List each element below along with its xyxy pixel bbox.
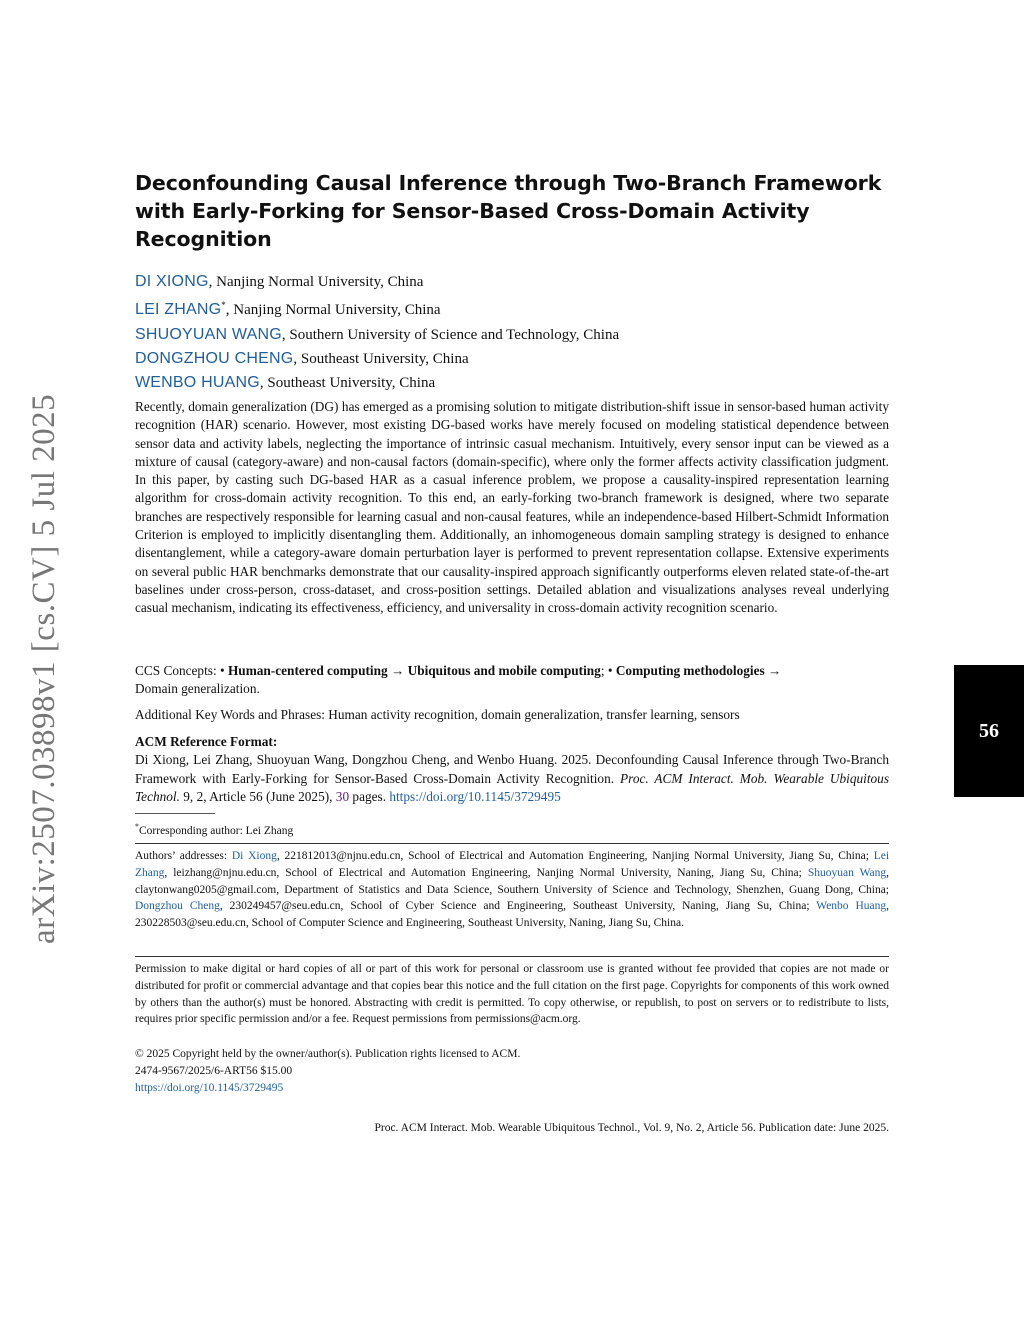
author-name[interactable]: SHUOYUAN WANG	[135, 325, 282, 343]
address-author-link[interactable]: Dongzhou Cheng	[135, 900, 220, 913]
divider	[135, 843, 889, 844]
acm-reference	[135, 733, 889, 806]
arxiv-stamp: arXiv:2507.03898v1 [cs.CV] 5 Jul 2025	[26, 393, 62, 944]
author-name[interactable]: LEI ZHANG	[135, 301, 222, 319]
article-number-tab	[954, 665, 1024, 797]
copyright-block	[135, 1046, 889, 1096]
issn-line: 2474-9567/2025/6-ART56 $15.00	[135, 1064, 293, 1077]
author-name[interactable]: WENBO HUANG	[135, 374, 260, 392]
address-text: , claytonwang0205@gmail.com, Department of Statistics and Data Science, Southern University of Science and Technology, Shenzhen, Guang Dong, China;	[135, 866, 889, 896]
running-footer: Proc. ACM Interact. Mob. Wearable Ubiquitous Technol., Vol. 9, No. 2, Article 56. Publication date: June 2025.	[374, 1122, 889, 1134]
acm-reference-heading: ACM Reference Format:	[135, 734, 278, 749]
address-prefix: Authors’ addresses:	[135, 850, 232, 862]
doi-footer-link[interactable]: https://doi.org/10.1145/3729495	[135, 1081, 284, 1094]
ccs-arrow: →	[764, 663, 782, 678]
author-line	[135, 270, 889, 294]
acm-reference-citation	[135, 751, 889, 806]
address-author-link[interactable]: Lei Zhang	[135, 850, 890, 879]
footnote-marker: *	[135, 822, 139, 831]
address-text: , 230228503@seu.edu.cn, School of Computer Science and Engineering, Southeast University, Naning, Jiang Su, China.	[135, 900, 890, 930]
address-text: , 230249457@seu.edu.cn, School of Cyber Science and Engineering, Southeast University, Naning, Jiang Su, China;	[219, 900, 817, 913]
ccs-concepts	[135, 662, 889, 699]
citation-journal: Proc. ACM Interact. Mob. Wearable Ubiquitous Technol.	[135, 770, 889, 804]
permission-notice: Permission to make digital or hard copies of all or part of this work for personal or classroom use is granted without fee provided that copies are not made or distributed for profit or commercial advantage and that copies bear this notice and the full citation on the first page. Copyrights for components of this work owned by others than the author(s) must be honored. Abstracting with credit is permitted. To copy otherwise, or republish, to post on servers or to redistribute to lists, requires prior specific permission and/or a fee. Request permissions from permissions@acm.org.	[135, 963, 889, 1026]
author-affiliation: , Southern University of Science and Technology, China	[281, 326, 620, 343]
author-affiliation: , Southeast University, China	[293, 350, 469, 367]
author-name[interactable]: DONGZHOU CHENG	[135, 349, 294, 367]
address-text: , leizhang@njnu.edu.cn, School of Electrical and Automation Engineering, Nanjing Normal University, Naning, Jiang Su, China;	[164, 866, 808, 879]
address-author-link[interactable]: Wenbo Huang	[816, 900, 887, 913]
footnote-divider	[135, 813, 215, 814]
citation-pages-word: pages.	[349, 788, 390, 804]
author-line	[135, 347, 889, 371]
author-line	[135, 323, 889, 347]
author-addresses	[135, 848, 889, 932]
abstract: Recently, domain generalization (DG) has emerged as a promising solution to mitigate distribution-shift issue in sensor-based human activity recognition (HAR) scenario. However, most existing DG-based works have merely focused on modeling statistical dependence between sensor data and activity labels, neglecting the importance of intrinsic casual mechanism. Intuitively, every sensor input can be viewed as a mixture of causal (category-aware) and non-causal factors (domain-specific), where only the former affects activity classification judgment. In this paper, by casting such DG-based HAR as a casual inference problem, we propose a causality-inspired representation learning algorithm for cross-domain activity recognition. To this end, an early-forking two-branch framework is designed, where two separate branches are respectively responsible for learning casual and non-causal features, while an independence-based Hilbert-Schmidt Information Criterion is employed to implicitly disentangling them. Additionally, an inhomogeneous domain sampling strategy is designed to enhance disentanglement, while a category-aware domain perturbation layer is performed to prevent representation collapse. Extensive experiments on several public HAR benchmarks demonstrate that our causality-inspired approach significantly outperforms eleven related state-of-the-art baselines under cross-person, cross-dataset, and cross-position settings. Detailed ablation and visualizations analyses reveal underlying casual mechanism, indicating its effectiveness, efficiency, and universality in cross-domain activity recognition scenario.	[135, 399, 889, 616]
citation-text: Di Xiong, Lei Zhang, Shuoyuan Wang, Dongzhou Cheng, and Wenbo Huang. 2025. Deconfounding Causal Inference through Two-Branch Framework with Early-Forking for Sensor-Based Cross-Domain Activity Recognition.	[135, 752, 889, 786]
copyright-line: © 2025 Copyright held by the owner/author(s). Publication rights licensed to ACM.	[135, 1048, 521, 1060]
divider	[135, 956, 889, 957]
author-name[interactable]: DI XIONG	[135, 273, 209, 290]
corresponding-marker: *	[221, 300, 226, 311]
author-affiliation: , Southeast University, China	[259, 375, 436, 392]
ccs-separator: ; •	[600, 663, 616, 678]
author-line	[135, 294, 889, 322]
ccs-concept: Ubiquitous and mobile computing	[407, 663, 601, 678]
ccs-arrow: →	[387, 663, 408, 678]
ccs-concept: Human-centered computing	[227, 663, 388, 678]
author-affiliation: , Nanjing Normal University, China	[225, 302, 441, 319]
ccs-concept: Computing methodologies	[615, 663, 765, 678]
author-line	[135, 371, 889, 395]
footnote-text: Corresponding author: Lei Zhang	[139, 824, 294, 837]
paper-title: Deconfounding Causal Inference through Two-Branch Framework with Early-Forking for Sensor-Based Cross-Domain Activity Recognition	[135, 171, 882, 251]
article-number: 56	[979, 719, 999, 742]
address-text: , 221812013@njnu.edu.cn, School of Electrical and Automation Engineering, Nanjing Normal University, Jiang Su, China;	[276, 850, 874, 862]
doi-link[interactable]: https://doi.org/10.1145/3729495	[389, 788, 561, 804]
ccs-tail: Domain generalization.	[135, 681, 260, 697]
author-affiliation: , Nanjing Normal University, China	[208, 274, 424, 290]
page-count-link[interactable]: 30	[335, 788, 350, 804]
address-author-link[interactable]: Di Xiong	[231, 850, 277, 862]
ccs-label: CCS Concepts: •	[135, 663, 228, 678]
keywords: Additional Key Words and Phrases: Human activity recognition, domain generalization, transfer learning, sensors	[135, 707, 740, 722]
footnote	[135, 819, 889, 839]
author-list	[135, 270, 889, 395]
address-author-link[interactable]: Shuoyuan Wang	[807, 866, 887, 879]
citation-details: 9, 2, Article 56 (June 2025),	[179, 788, 336, 804]
